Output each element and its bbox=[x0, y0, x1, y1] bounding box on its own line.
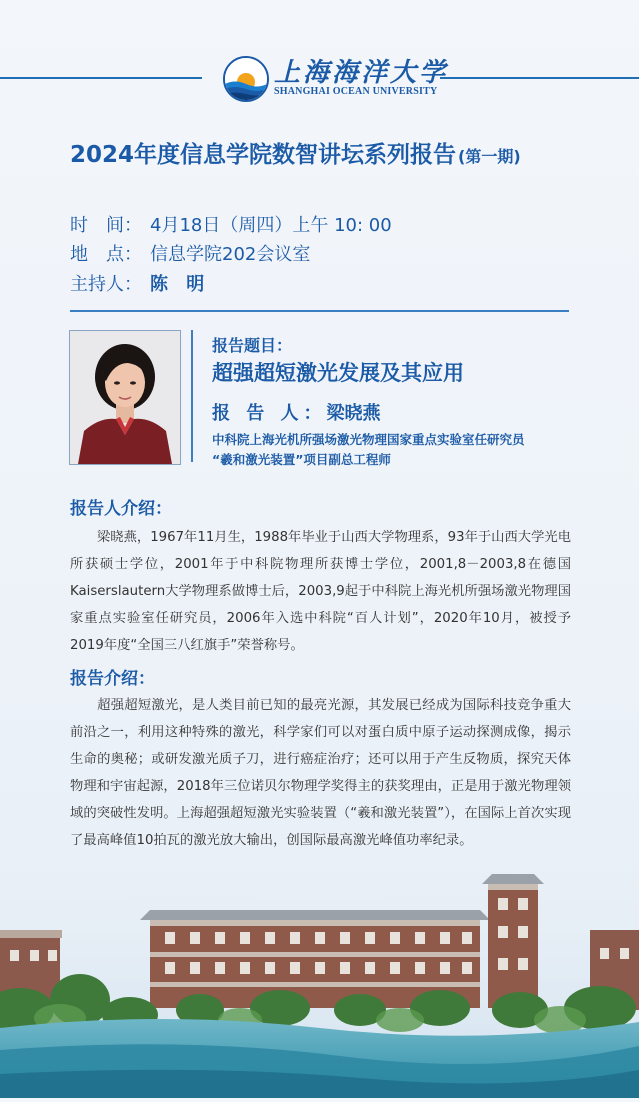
university-name-en: SHANGHAI OCEAN UNIVERSITY bbox=[274, 86, 438, 97]
campus-scene-image bbox=[0, 860, 639, 1098]
host-value: 陈 明 bbox=[150, 274, 211, 295]
report-intro-body: 超强超短激光，是人类目前已知的最亮光源，其发展已经成为国际科技竞争重大前沿之一，利用这种特殊的激光，科学家们可以对蛋白质中原子运动探测成像，揭示生命的奥秘；或研发激光质子刀，进行癌症治疗；还可以用于产生反物质，探究天体物理和宇宙起源，2018年三位诺贝尔物理学奖得主的获奖理由，正是用于激光物理领域的突破性发明。上海超强超短激光实验装置（“羲和激光装置”），在国际上首次实现了最高峰值10拍瓦的激光放大输出，创国际最高激光峰值功率纪录。 bbox=[70, 698, 571, 848]
speaker-intro-text bbox=[70, 524, 571, 659]
report-topic: 超强超短激光发展及其应用 bbox=[212, 361, 464, 385]
speaker-intro-body: 梁晓燕，1967年11月生，1988年毕业于山西大学物理系，93年于山西大学光电所获硕士学位，2001年于中科院物理所获博士学位，2001,8－2003,8在德国Kaiserslautern大学物理系做博士后，2003,9起于中科院上海光机所强场激光物理国家重点实验室任研究员，2006年入选中科院“百人计划”，2020年10月，被授予2019年度“全国三八红旗手”荣誉称号。 bbox=[70, 530, 571, 653]
page-title bbox=[70, 136, 521, 169]
speaker-line bbox=[212, 399, 381, 425]
place-label: 地 点： bbox=[70, 244, 142, 265]
topic-label: 报告题目： bbox=[212, 336, 293, 355]
info-place bbox=[70, 240, 310, 266]
speaker-label: 报 告 人： bbox=[212, 403, 327, 424]
university-emblem-icon bbox=[223, 56, 269, 102]
time-label: 时 间： bbox=[70, 215, 142, 236]
header-rule-left bbox=[0, 77, 202, 79]
host-label: 主持人： bbox=[70, 274, 142, 295]
header-rule-right bbox=[440, 77, 639, 79]
section-divider bbox=[70, 310, 569, 312]
title-main: 2024年度信息学院数智讲坛系列报告 bbox=[70, 142, 457, 168]
report-intro-text bbox=[70, 692, 571, 854]
speaker-affiliation-2: “羲和激光装置”项目副总工程师 bbox=[212, 452, 391, 467]
speaker-name: 梁晓燕 bbox=[326, 403, 381, 424]
title-issue: (第一期) bbox=[458, 147, 521, 166]
speaker-divider bbox=[191, 330, 193, 462]
university-name-cn: 上海海洋大学 bbox=[274, 58, 449, 88]
info-time bbox=[70, 211, 392, 237]
speaker-intro-heading: 报告人介绍： bbox=[70, 499, 172, 519]
speaker-photo bbox=[69, 330, 181, 465]
time-value: 4月18日（周四）上午 10: 00 bbox=[150, 215, 392, 236]
report-intro-heading: 报告介绍： bbox=[70, 669, 155, 689]
speaker-affiliation-1: 中科院上海光机所强场激光物理国家重点实验室任研究员 bbox=[212, 432, 525, 447]
info-host bbox=[70, 270, 210, 296]
place-value: 信息学院202会议室 bbox=[150, 244, 311, 265]
